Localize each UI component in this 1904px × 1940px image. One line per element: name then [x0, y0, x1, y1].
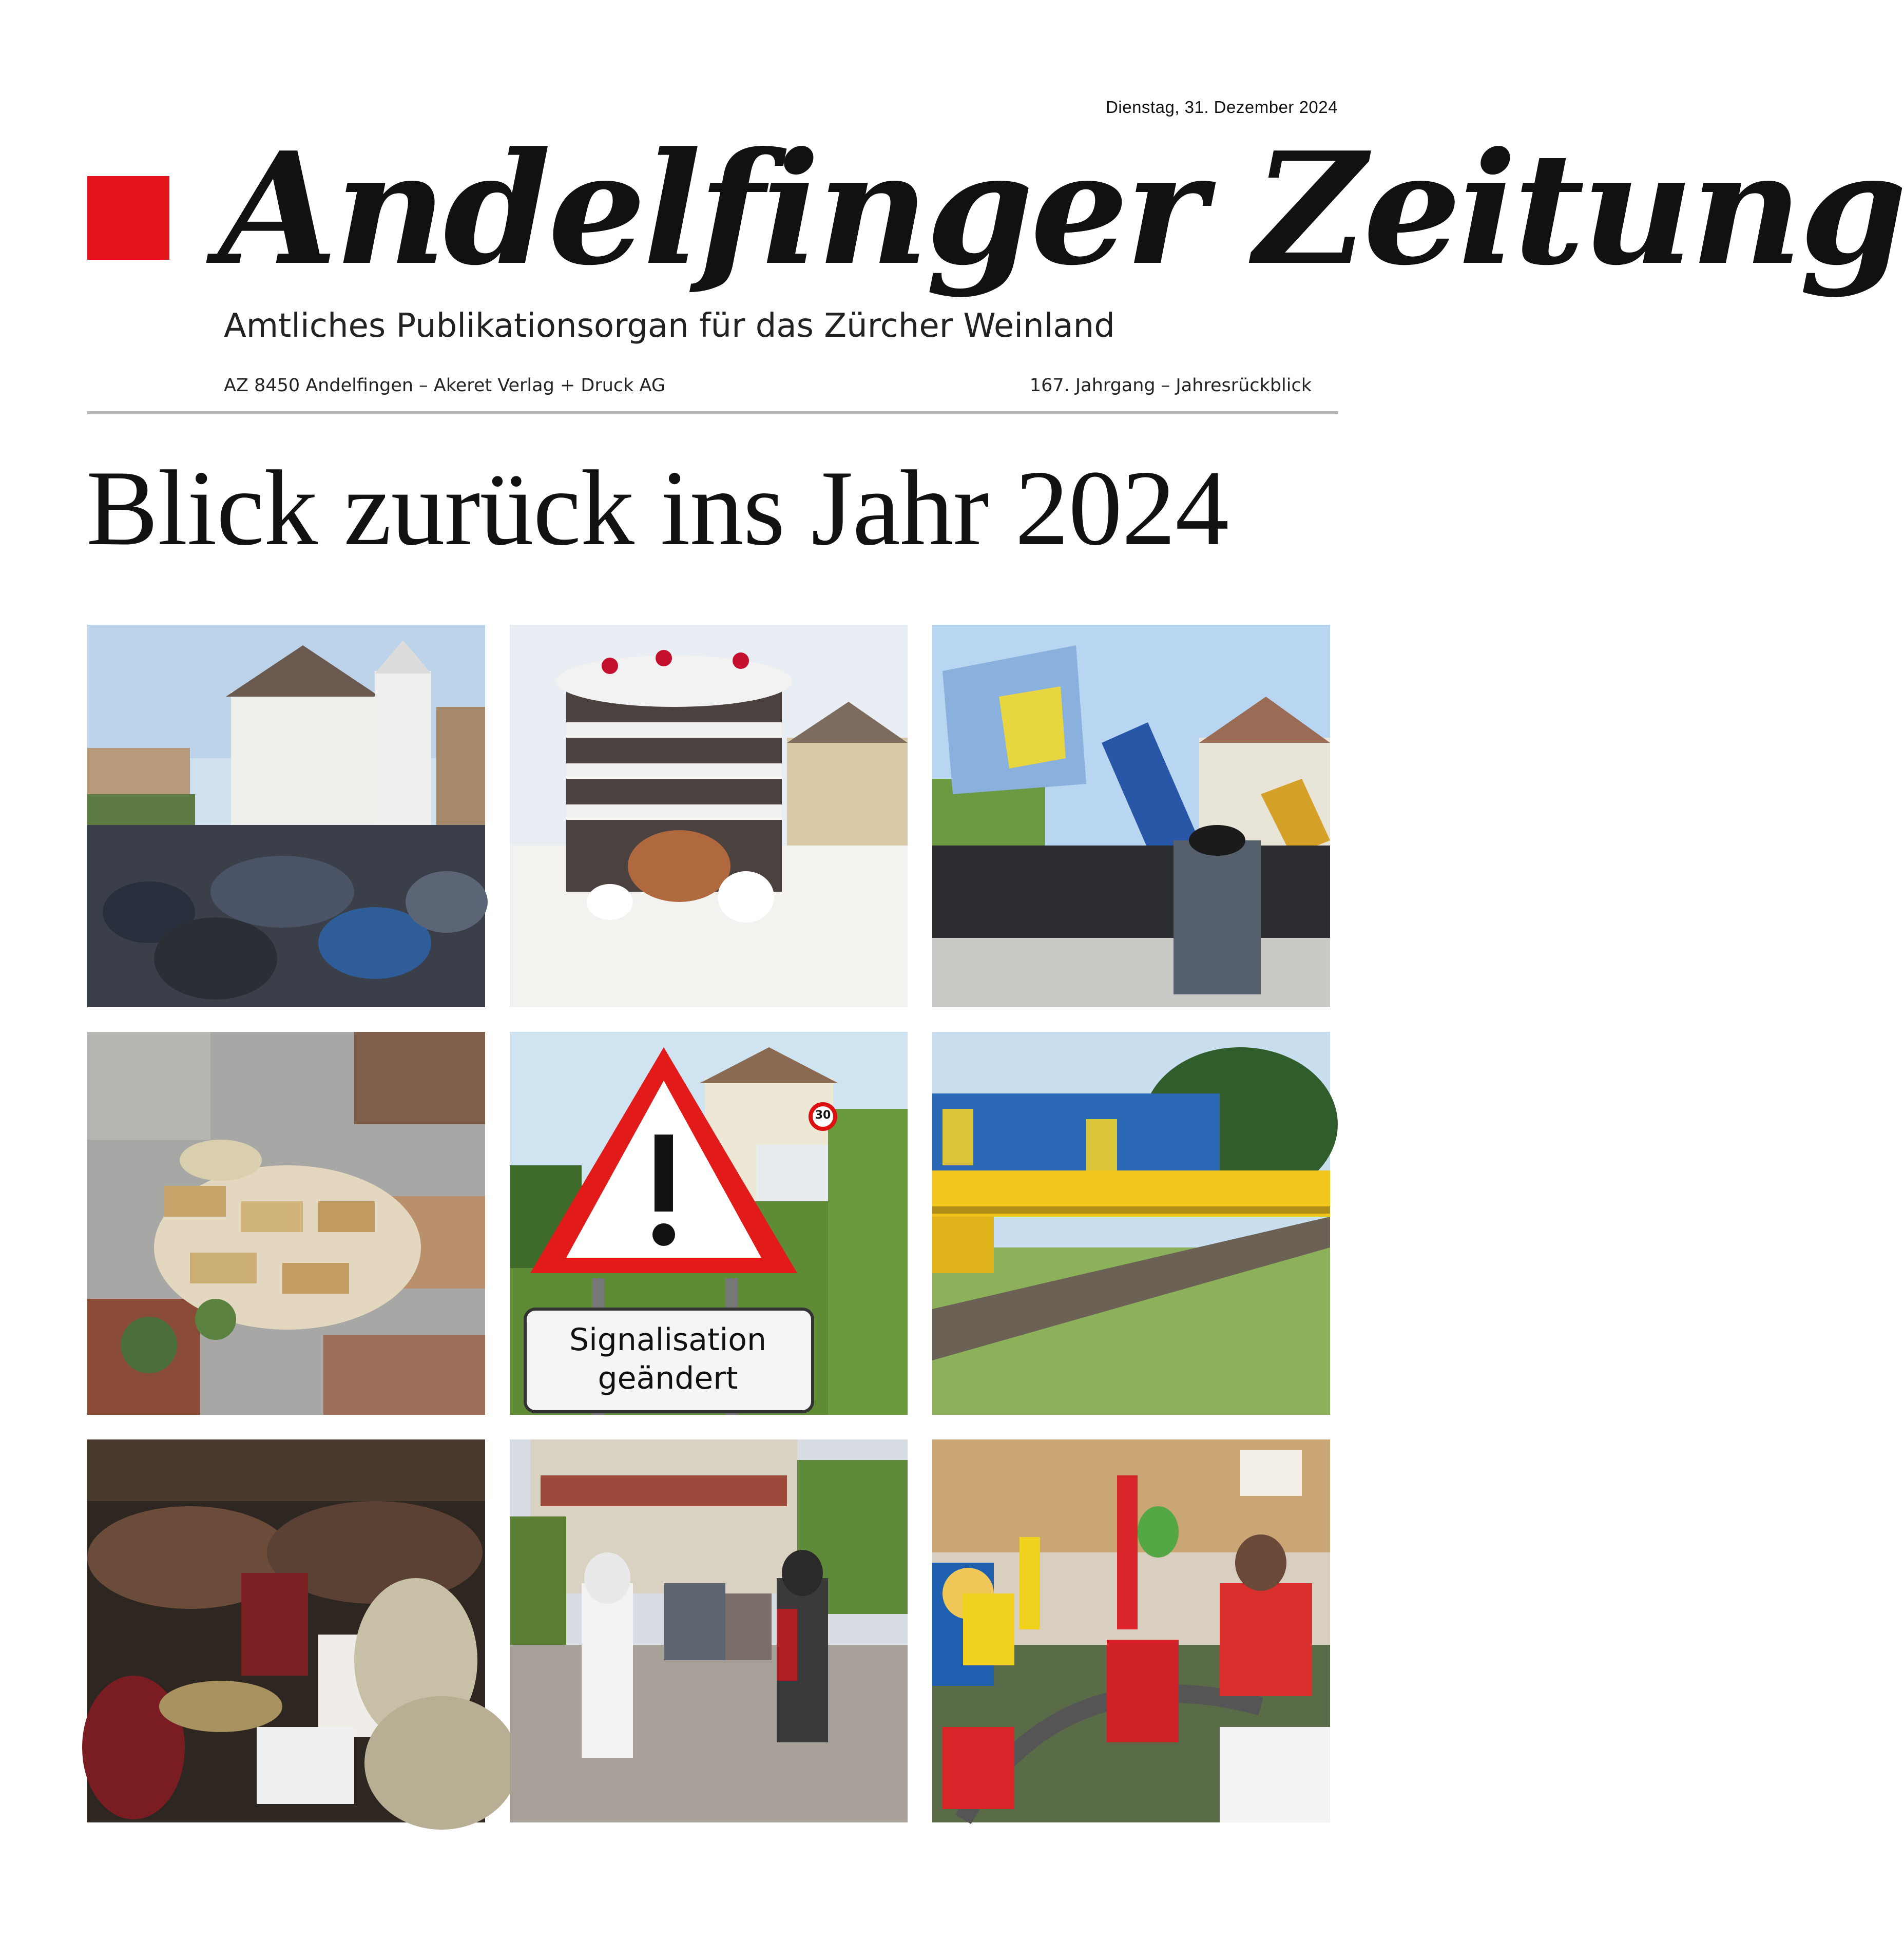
photo-flag-parade[interactable]: [932, 625, 1330, 1007]
photo-brass-band[interactable]: [87, 1439, 485, 1822]
publisher-line: AZ 8450 Andelfingen – Akeret Verlag + Druck AG: [224, 375, 665, 396]
photo-knights-fight[interactable]: [510, 1439, 908, 1822]
photo-aerial-market[interactable]: [87, 1032, 485, 1415]
photo-crowd-square[interactable]: [87, 625, 485, 1007]
photo-cake-costume[interactable]: [510, 625, 908, 1007]
sign-text-line1: Signalisation: [569, 1322, 766, 1358]
photo-warning-sign[interactable]: [510, 1032, 908, 1415]
volume-line: 167. Jahrgang – Jahresrückblick: [1029, 375, 1312, 396]
speed-limit-sign: 30: [815, 1109, 831, 1122]
masthead-subtitle: Amtliches Publikationsorgan für das Zürcher Weinland: [224, 307, 1115, 345]
issue-date: Dienstag, 31. Dezember 2024: [1106, 98, 1338, 117]
photo-rail-train[interactable]: [932, 1032, 1330, 1415]
page-headline: Blick zurück ins Jahr 2024: [86, 449, 1229, 568]
photo-lego-town[interactable]: [932, 1439, 1330, 1822]
brand-square: [87, 176, 169, 260]
sign-text-line2: geändert: [598, 1360, 738, 1396]
masthead-title: Andelfinger Zeitung: [218, 118, 1904, 299]
header-divider: [87, 411, 1338, 414]
